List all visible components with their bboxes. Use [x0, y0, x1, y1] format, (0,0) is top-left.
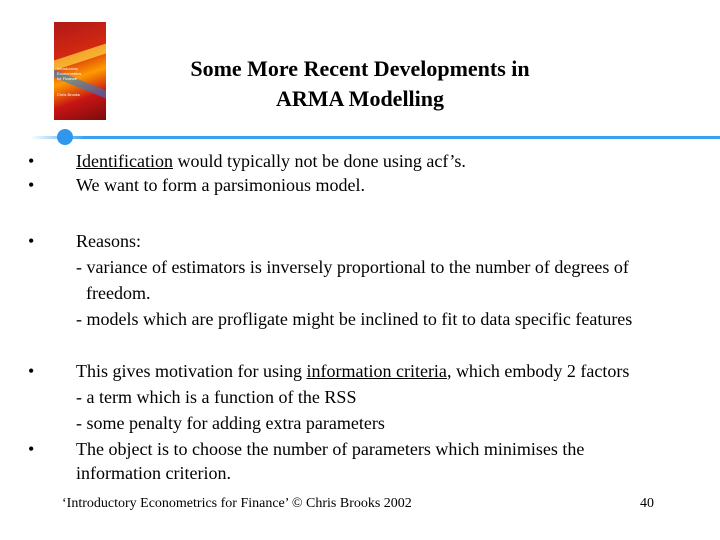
- bullet-marker: •: [28, 361, 35, 381]
- bullet-text: We want to form a parsimonious model.: [76, 175, 365, 195]
- bullet-parsimonious: [28, 172, 365, 198]
- factor-rss-term: - a term which is a function of the RSS: [76, 387, 357, 407]
- slide-title-line-2: ARMA Modelling: [275, 86, 445, 111]
- cover-author: Chris Brooks: [57, 92, 80, 97]
- bullet-marker: •: [28, 231, 35, 251]
- bullet-marker: •: [28, 175, 35, 195]
- reason-variance: - variance of estimators is inversely proportional to the number of degrees of: [76, 257, 629, 277]
- bullet-text: This gives motivation for using: [76, 361, 307, 381]
- cover-title-line: Introductory: [57, 66, 79, 71]
- bullet-text: would typically not be done using acf’s.: [172, 151, 466, 171]
- title-divider-line: [30, 136, 720, 139]
- footer-citation: ‘Introductory Econometrics for Finance’ © Chris Brooks 2002: [62, 496, 412, 511]
- divider-dot-icon: [57, 129, 73, 145]
- bullet-objective: [28, 436, 584, 462]
- bullet-information-criteria: [28, 358, 629, 384]
- slide-title-line-1: Some More Recent Developments in: [190, 56, 530, 81]
- reason-profligate: - models which are profligate might be inclined to fit to data specific features: [76, 309, 633, 329]
- bullet-identification: [28, 148, 466, 174]
- cover-title-line: Econometrics: [57, 71, 82, 76]
- bullet-text: The object is to choose the number of parameters which minimises the: [76, 439, 585, 459]
- page-number: 40: [640, 496, 654, 511]
- reason-variance-continued: freedom.: [86, 283, 151, 303]
- bullet-text: Reasons:: [76, 231, 141, 251]
- cover-title-line: for Finance: [57, 76, 78, 81]
- bullet-text: , which embody 2 factors: [446, 361, 630, 381]
- underlined-term-identification: Identification: [76, 151, 173, 171]
- bullet-objective-continued: information criterion.: [76, 463, 231, 483]
- underlined-term-information-criteria: information criteria: [306, 361, 447, 381]
- factor-penalty-term: - some penalty for adding extra parameters: [76, 413, 385, 433]
- bullet-marker: •: [28, 151, 35, 171]
- bullet-reasons: [28, 228, 141, 254]
- slide-title: [90, 54, 630, 114]
- bullet-marker: •: [28, 439, 35, 459]
